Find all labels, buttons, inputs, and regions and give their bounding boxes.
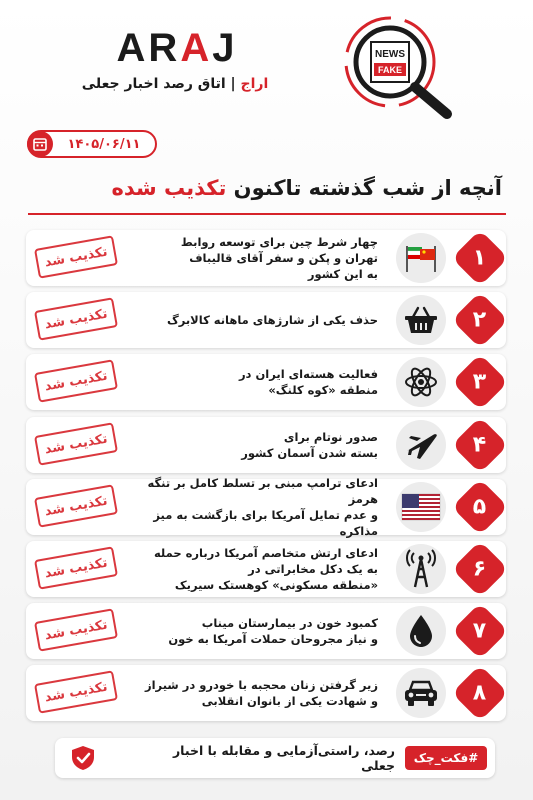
shield-check-icon	[69, 744, 97, 772]
airplane-icon	[396, 420, 446, 470]
item-number-badge: ۳	[452, 354, 509, 411]
item-text	[128, 665, 378, 721]
item-text	[128, 603, 378, 659]
item-text-line: فعالیت هسته‌ای ایران در	[238, 367, 378, 382]
debunk-item	[26, 354, 506, 410]
item-text-line: حذف یکی از شارژهای ماهانه کالابرگ	[166, 313, 378, 328]
item-text-line: به یک دکل مخابراتی در	[248, 562, 378, 576]
date-badge	[27, 130, 157, 158]
fake-news-magnifier-icon	[335, 10, 460, 120]
item-number-badge: ۷	[452, 603, 509, 660]
item-number-badge: ۸	[452, 665, 509, 722]
item-text	[128, 417, 378, 473]
item-text	[128, 292, 378, 348]
item-text-line: صدور نوتام برای	[283, 429, 378, 444]
item-text-line: ادعای ارتش متخاصم آمریکا درباره حمله	[153, 546, 378, 560]
item-text	[128, 354, 378, 410]
debunk-item	[26, 230, 506, 286]
debunked-stamp: تکذیب شد	[34, 297, 118, 340]
debunk-item	[26, 603, 506, 659]
item-number-badge: ۵	[452, 479, 509, 536]
debunked-stamp: تکذیب شد	[34, 484, 118, 527]
item-number-badge: ۱	[452, 230, 509, 287]
logo-news-text: NEWS	[375, 49, 405, 60]
headline-divider	[28, 213, 506, 215]
debunked-stamp: تکذیب شد	[34, 608, 118, 651]
antenna-tower-icon	[396, 544, 446, 594]
item-text-line: به این کشور	[307, 267, 378, 281]
debunk-item	[26, 417, 506, 473]
item-text-line: منطقه «کوه کلنگ»	[268, 383, 378, 398]
footer-text: رصد، راستی‌آزمایی و مقابله با اخبار جعلی	[172, 743, 395, 773]
debunked-stamp: تکذیب شد	[34, 671, 118, 714]
item-number-badge: ۲	[452, 292, 509, 349]
debunked-stamp: تکذیب شد	[34, 235, 118, 278]
debunked-stamp: تکذیب شد	[34, 422, 118, 465]
flags-iran-china-icon	[396, 233, 446, 283]
atom-icon	[396, 357, 446, 407]
item-text	[128, 230, 378, 286]
logo-fake-text: FAKE	[377, 65, 403, 75]
calendar-icon	[27, 131, 53, 157]
item-text	[128, 541, 378, 597]
item-text-line: تهران و پکن و سفر آقای قالیباف	[189, 251, 378, 265]
brand-subtitle: اراج | اتاق رصد اخبار جعلی	[81, 76, 269, 92]
page-headline: آنچه از شب گذشته تاکنون تکذیب شده	[111, 176, 502, 200]
debunk-item	[26, 541, 506, 597]
item-text-line: ادعای ترامپ مبنی بر تسلط کامل بر تنگه هرمز	[147, 475, 378, 506]
debunk-item	[26, 475, 506, 538]
factcheck-hashtag: #فکت_چک	[405, 746, 487, 770]
debunked-stamp: تکذیب شد	[34, 360, 118, 403]
item-number-badge: ۴	[452, 416, 509, 473]
item-text-line: و نیاز مجروحان حملات آمریکا به خون	[168, 632, 378, 647]
item-text-line: بسته شدن آسمان کشور	[241, 445, 378, 460]
debunk-item	[26, 665, 506, 721]
debunk-item	[26, 292, 506, 348]
footer-bar	[55, 738, 495, 778]
item-number-badge: ۶	[452, 541, 509, 598]
blood-drop-icon	[396, 606, 446, 656]
item-text	[128, 475, 378, 538]
date-text: ۱۴۰۵/۰۶/۱۱	[67, 136, 141, 152]
item-text-line: و عدم تمایل آمریکا برای بازگشت به میز مذاکره	[153, 507, 378, 538]
item-text-line: کمبود خون در بیمارستان میناب	[201, 616, 378, 631]
brand-logo-text: ARAJ	[116, 26, 238, 70]
car-icon	[396, 668, 446, 718]
item-text-line: «منطقه مسکونی» کوهستک سیریک	[174, 578, 378, 592]
us-flag-icon	[396, 482, 446, 532]
item-text-line: زیر گرفتن زنان محجبه با خودرو در شیراز	[144, 678, 378, 693]
item-text-line: و شهادت یکی از بانوان انقلابی	[201, 694, 378, 709]
basket-icon	[396, 295, 446, 345]
item-text-line: چهار شرط چین برای توسعه روابط	[180, 235, 378, 249]
debunked-stamp: تکذیب شد	[34, 546, 118, 589]
